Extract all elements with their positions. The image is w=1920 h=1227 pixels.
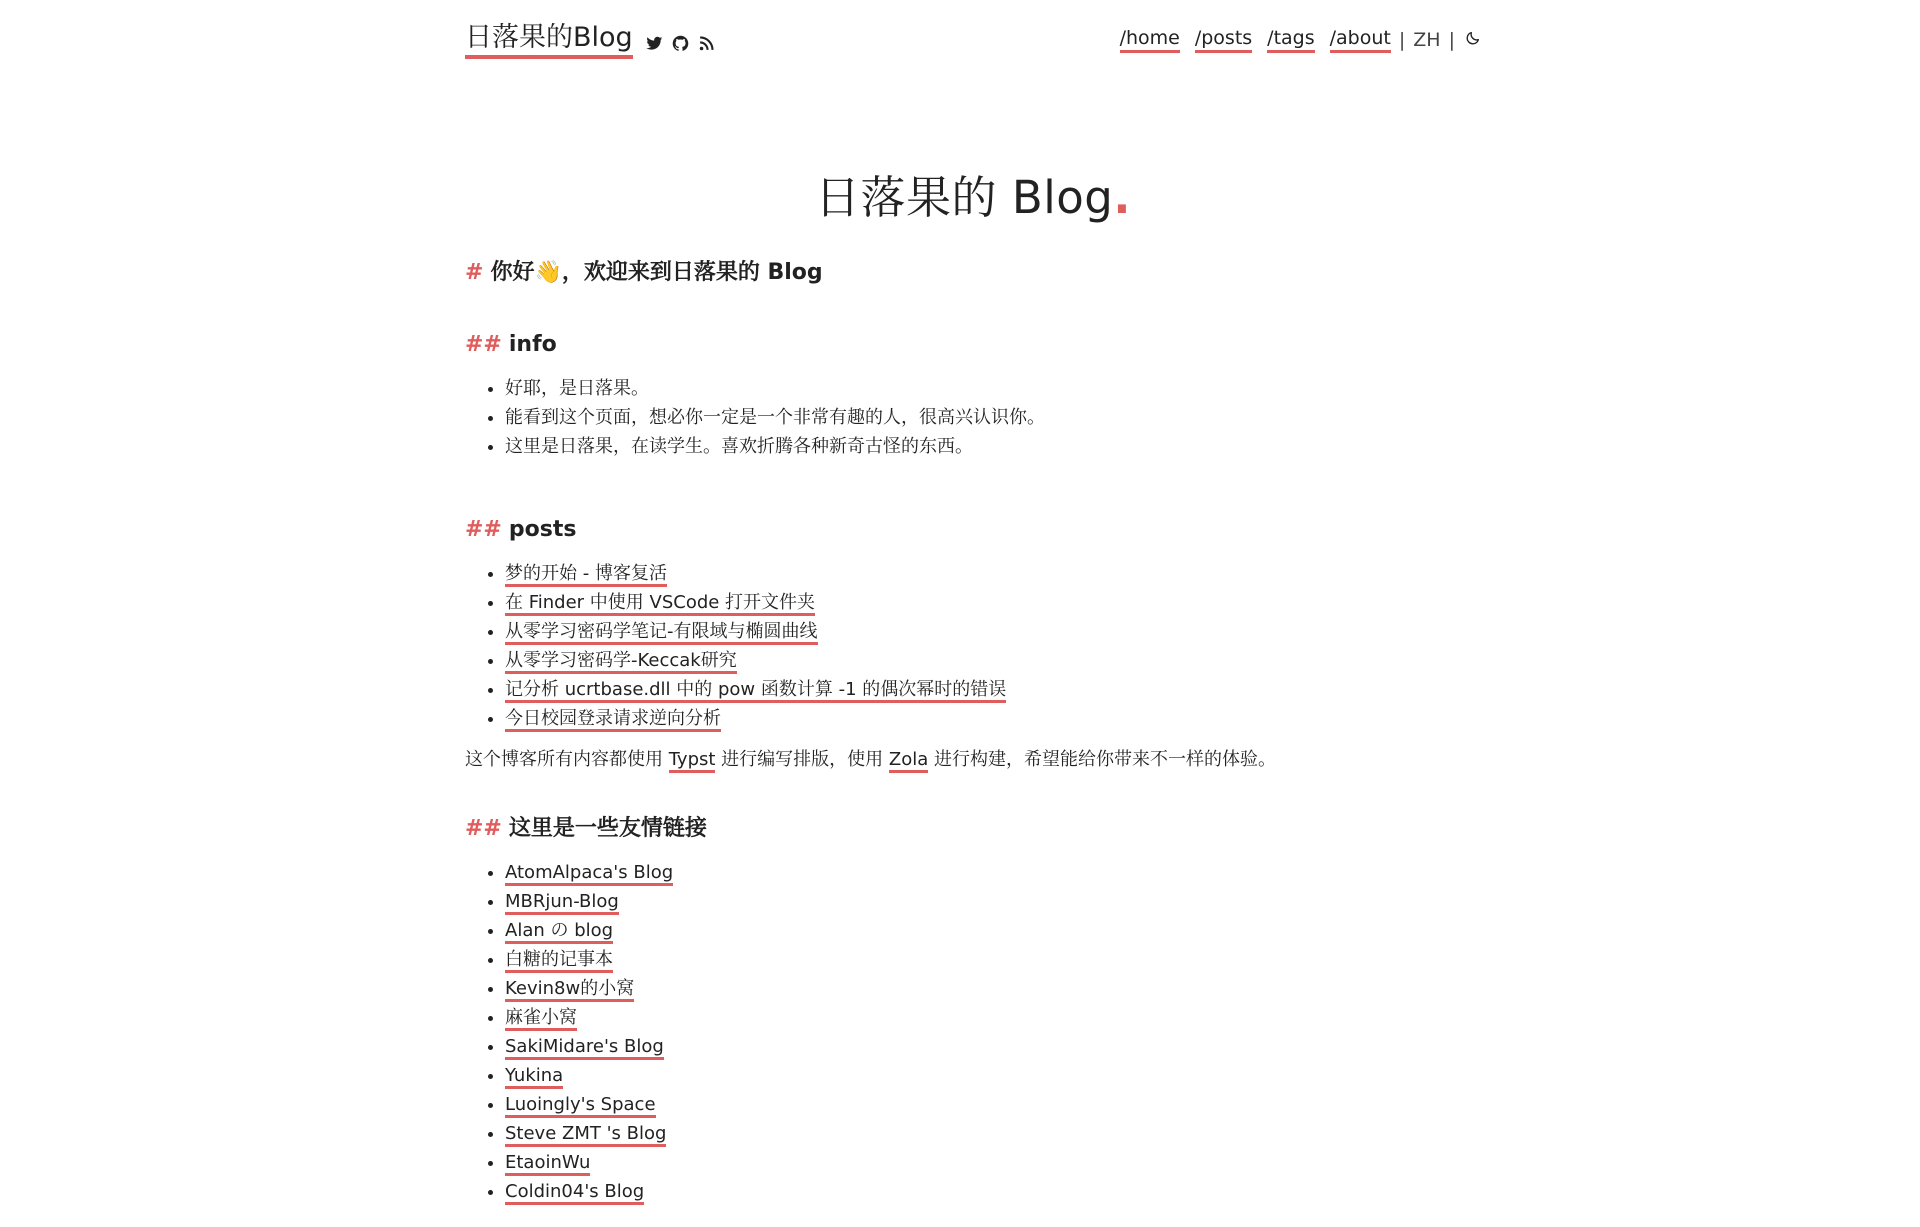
heading-hash: ##: [465, 816, 502, 841]
moon-icon[interactable]: [1465, 29, 1481, 45]
welcome-heading: [465, 258, 1481, 288]
nav-home-link[interactable]: /home: [1120, 27, 1180, 53]
note-text: 这个博客所有内容都使用: [465, 749, 669, 770]
list-item: [505, 945, 1481, 974]
list-item: [505, 974, 1481, 1003]
welcome-heading-text: 你好👋，欢迎来到日落果的 Blog: [490, 260, 823, 285]
friends-heading-text: 这里是一些友情链接: [508, 816, 707, 841]
site-title-link[interactable]: 日落果的Blog: [465, 22, 633, 59]
main-nav: [1120, 27, 1481, 53]
friend-link[interactable]: AtomAlpaca's Blog: [505, 862, 673, 886]
hero-title-text: 日落果的 Blog: [815, 171, 1114, 224]
post-link[interactable]: 记分析 ucrtbase.dll 中的 pow 函数计算 -1 的偶次幂时的错误: [505, 679, 1006, 703]
nav-posts-link[interactable]: /posts: [1195, 27, 1252, 53]
info-list: [465, 374, 1481, 461]
list-item: [505, 1090, 1481, 1119]
built-with-note: [465, 745, 1481, 774]
posts-heading: [465, 515, 1481, 545]
page-container: [465, 0, 1481, 1206]
list-item: [505, 1177, 1481, 1206]
list-item: [505, 588, 1481, 617]
nav-about-link[interactable]: /about: [1330, 27, 1391, 53]
heading-hash: #: [465, 260, 484, 285]
hero-title: [465, 168, 1481, 228]
friend-link[interactable]: SakiMidare's Blog: [505, 1036, 664, 1060]
friend-link[interactable]: 麻雀小窝: [505, 1007, 577, 1031]
nav-tags-link[interactable]: /tags: [1267, 27, 1314, 53]
list-item: [505, 675, 1481, 704]
nav-separator: |: [1398, 29, 1406, 51]
friend-link[interactable]: Coldin04's Blog: [505, 1181, 644, 1205]
list-item: • 这里是日落果，在读学生。喜欢折腾各种新奇古怪的东西。: [505, 432, 1481, 461]
friend-link[interactable]: Alan の blog: [505, 920, 613, 944]
post-link[interactable]: 梦的开始 - 博客复活: [505, 563, 667, 587]
post-link[interactable]: 从零学习密码学笔记-有限域与椭圆曲线: [505, 621, 818, 645]
friend-link[interactable]: Steve ZMT 's Blog: [505, 1123, 666, 1147]
friend-link[interactable]: EtaoinWu: [505, 1152, 590, 1176]
list-item: • 能看到这个页面，想必你一定是一个非常有趣的人，很高兴认识你。: [505, 403, 1481, 432]
post-link[interactable]: 从零学习密码学-Keccak研究: [505, 650, 737, 674]
friend-link[interactable]: Yukina: [505, 1065, 563, 1089]
github-icon[interactable]: [671, 34, 691, 54]
brand: [465, 22, 717, 59]
friend-link[interactable]: Luoingly's Space: [505, 1094, 656, 1118]
list-item: • 好耶，是日落果。: [505, 374, 1481, 403]
list-item: [505, 858, 1481, 887]
heading-hash: ##: [465, 517, 502, 542]
list-item: [505, 887, 1481, 916]
friend-link[interactable]: 白糖的记事本: [505, 949, 613, 973]
main-content: [465, 168, 1481, 1206]
note-text: 进行编写排版，使用: [715, 749, 889, 770]
list-item: [505, 1003, 1481, 1032]
list-item: [505, 1148, 1481, 1177]
note-text: 进行构建，希望能给你带来不一样的体验。: [928, 749, 1277, 770]
list-item: [505, 916, 1481, 945]
info-heading-text: info: [508, 332, 557, 357]
list-item: [505, 1119, 1481, 1148]
posts-list: [465, 559, 1481, 733]
list-item: [505, 1032, 1481, 1061]
friends-list: [465, 858, 1481, 1206]
friend-link[interactable]: MBRjun-Blog: [505, 891, 619, 915]
post-link[interactable]: 在 Finder 中使用 VSCode 打开文件夹: [505, 592, 815, 616]
list-item: [505, 617, 1481, 646]
language-switch[interactable]: ZH: [1413, 29, 1441, 51]
list-item: [505, 646, 1481, 675]
list-item: [505, 1061, 1481, 1090]
site-header: [465, 0, 1481, 80]
info-heading: [465, 330, 1481, 360]
friend-link[interactable]: Kevin8w的小窝: [505, 978, 634, 1002]
list-item: [505, 559, 1481, 588]
hero-title-dot: .: [1113, 171, 1131, 224]
friends-heading: [465, 814, 1481, 844]
heading-hash: ##: [465, 332, 502, 357]
social-links: [645, 34, 717, 54]
list-item: [505, 704, 1481, 733]
typst-link[interactable]: Typst: [669, 749, 716, 773]
rss-icon[interactable]: [697, 34, 717, 54]
posts-heading-text: posts: [508, 517, 577, 542]
zola-link[interactable]: Zola: [889, 749, 928, 773]
post-link[interactable]: 今日校园登录请求逆向分析: [505, 708, 721, 732]
nav-separator: |: [1448, 29, 1455, 51]
twitter-icon[interactable]: [645, 34, 665, 54]
